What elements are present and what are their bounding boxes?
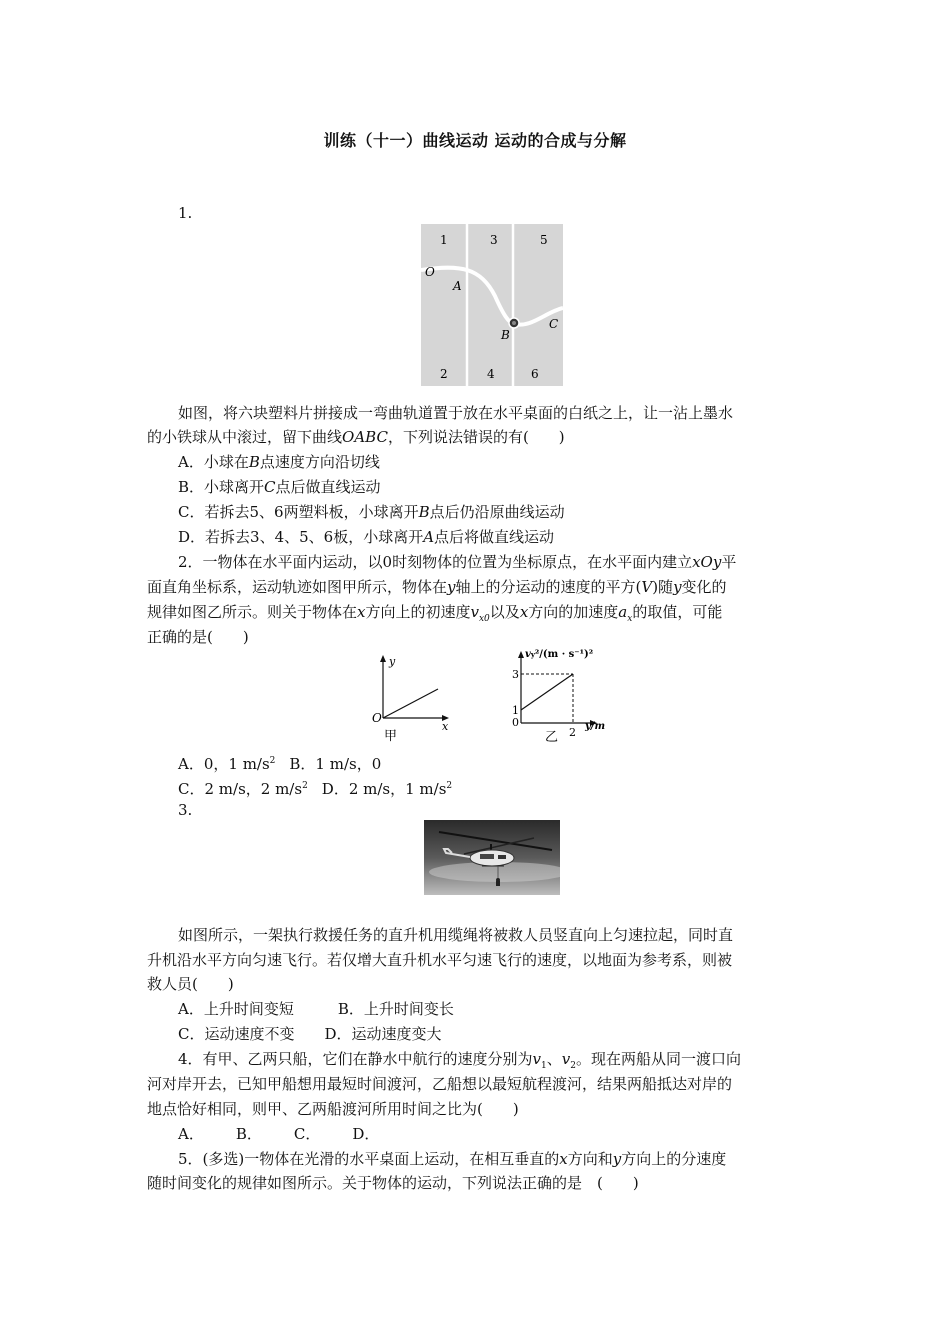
yi-tick-0: 0 [512, 716, 519, 729]
q3-stem-line1: 如图所示，一架执行救援任务的直升机用缆绳将被救人员竖直向上匀速拉起，同时直 [178, 926, 734, 944]
track-label-C: C [549, 317, 559, 331]
jia-y-label: y [389, 655, 396, 668]
yi-tick-1: 1 [512, 704, 519, 717]
page-title: 训练（十一）曲线运动 运动的合成与分解 [323, 131, 627, 150]
q2-option-d: D．2 m/s，1 m/s [321, 780, 447, 798]
q4-option-b: B． [235, 1125, 262, 1143]
q1-stem-line2: 的小铁球从中滚过，留下曲线OABC，下列说法错误的有( ) [147, 428, 565, 446]
q5-stem-line1: 5．(多选)一物体在光滑的水平桌面上运动，在相互垂直的x方向和y方向上的分速度 [178, 1150, 727, 1168]
q4-option-a: A． [178, 1125, 204, 1143]
q2-figure-jia [370, 652, 455, 744]
q1-option-d: D．若拆去3、4、5、6板，小球离开A点后将做直线运动 [178, 528, 555, 546]
track-label-O: O [425, 265, 435, 279]
q2-stem-line4: 正确的是( ) [147, 628, 249, 646]
q3-options-cd [178, 1024, 838, 1044]
q3-option-c: C．运动速度不变 [178, 1025, 295, 1043]
yi-tick-3: 3 [512, 668, 519, 681]
q5-stem-line2: 随时间变化的规律如图所示。关于物体的运动，下列说法正确的是 ( ) [147, 1174, 639, 1192]
q1-number: 1. [178, 204, 193, 222]
track-label-B: B [501, 328, 510, 342]
q4-option-d: D． [352, 1125, 380, 1143]
q3-helicopter-photo [424, 820, 560, 895]
q1-option-c: C．若拆去5、6两塑料板，小球离开B点后仍沿原曲线运动 [178, 503, 565, 521]
track-label-6: 6 [531, 367, 539, 381]
q2-stem-line3: 规律如图乙所示。则关于物体在x方向上的初速度$v_{x0}$以及x方向的加速度$a_x$的取值，可能 [147, 603, 723, 624]
yi-x-axis-label: y/m [585, 721, 606, 732]
q2-option-b: B．1 m/s，0 [289, 755, 382, 773]
q3-number: 3. [178, 801, 193, 819]
q3-stem-line3: 救人员( ) [147, 975, 234, 993]
q2-stem-line2: 面直角坐标系，运动轨迹如图甲所示，物体在y轴上的分运动的速度的平方(V)随y变化的 [147, 578, 727, 596]
track-label-3: 3 [490, 233, 498, 247]
q3-option-b: B．上升时间变长 [337, 1000, 454, 1018]
q1-option-b: B．小球离开C点后做直线运动 [178, 478, 381, 496]
q2-options-ab: A．0，1 $m/s^2$ B．1 m/s，0 [178, 755, 382, 773]
q4-options [178, 1124, 838, 1144]
q1-stem-line1: 如图，将六块塑料片拼接成一弯曲轨道置于放在水平桌面的白纸之上，让一沾上墨水 [178, 404, 734, 422]
yi-tick-2: 2 [569, 726, 576, 739]
q3-option-d: D．运动速度变大 [324, 1025, 442, 1043]
q1-track-figure [421, 224, 563, 386]
q4-stem-line1: 4．有甲、乙两只船，它们在静水中航行的速度分别为$v_1$、$v_2$。现在两船从同一渡口向 [178, 1050, 742, 1071]
jia-x-label: x [442, 720, 449, 733]
q2-figure-yi [505, 645, 615, 744]
jia-caption: 甲 [384, 729, 398, 744]
q1-option-a: A．小球在B点速度方向沿切线 [178, 453, 380, 471]
q4-stem-line2: 河对岸开去，已知甲船想用最短时间渡河，乙船想以最短航程渡河，结果两船抵达对岸的 [147, 1075, 733, 1093]
track-label-5: 5 [540, 233, 548, 247]
q2-stem-line1: 2．一物体在水平面内运动，以0时刻物体的位置为坐标原点，在水平面内建立xOy平 [178, 553, 737, 571]
track-label-1: 1 [440, 233, 448, 247]
q3-stem-line2: 升机沿水平方向匀速飞行。若仅增大直升机水平匀速飞行的速度，以地面为参考系，则被 [147, 951, 733, 969]
yi-caption: 乙 [545, 730, 559, 744]
q3-option-a: A．上升时间变短 [178, 1000, 294, 1018]
yi-y-axis-label: vy²/(m · s⁻¹)² [525, 649, 594, 660]
q4-stem-line3: 地点恰好相同，则甲、乙两船渡河所用时间之比为( ) [147, 1100, 519, 1118]
q2-option-a: A．0，1 m/s [178, 755, 270, 773]
track-label-2: 2 [440, 367, 448, 381]
q2-options-cd: C．2 m/s，2 $m/s^2$ D．2 m/s，1 $m/s^2$ [178, 780, 453, 798]
jia-origin: O [372, 711, 382, 725]
q4-option-c: C． [293, 1125, 321, 1143]
q2-option-c: C．2 m/s，2 m/s [178, 780, 303, 798]
q3-options-ab [178, 999, 838, 1019]
track-label-4: 4 [487, 367, 495, 381]
track-label-A: A [453, 279, 462, 293]
